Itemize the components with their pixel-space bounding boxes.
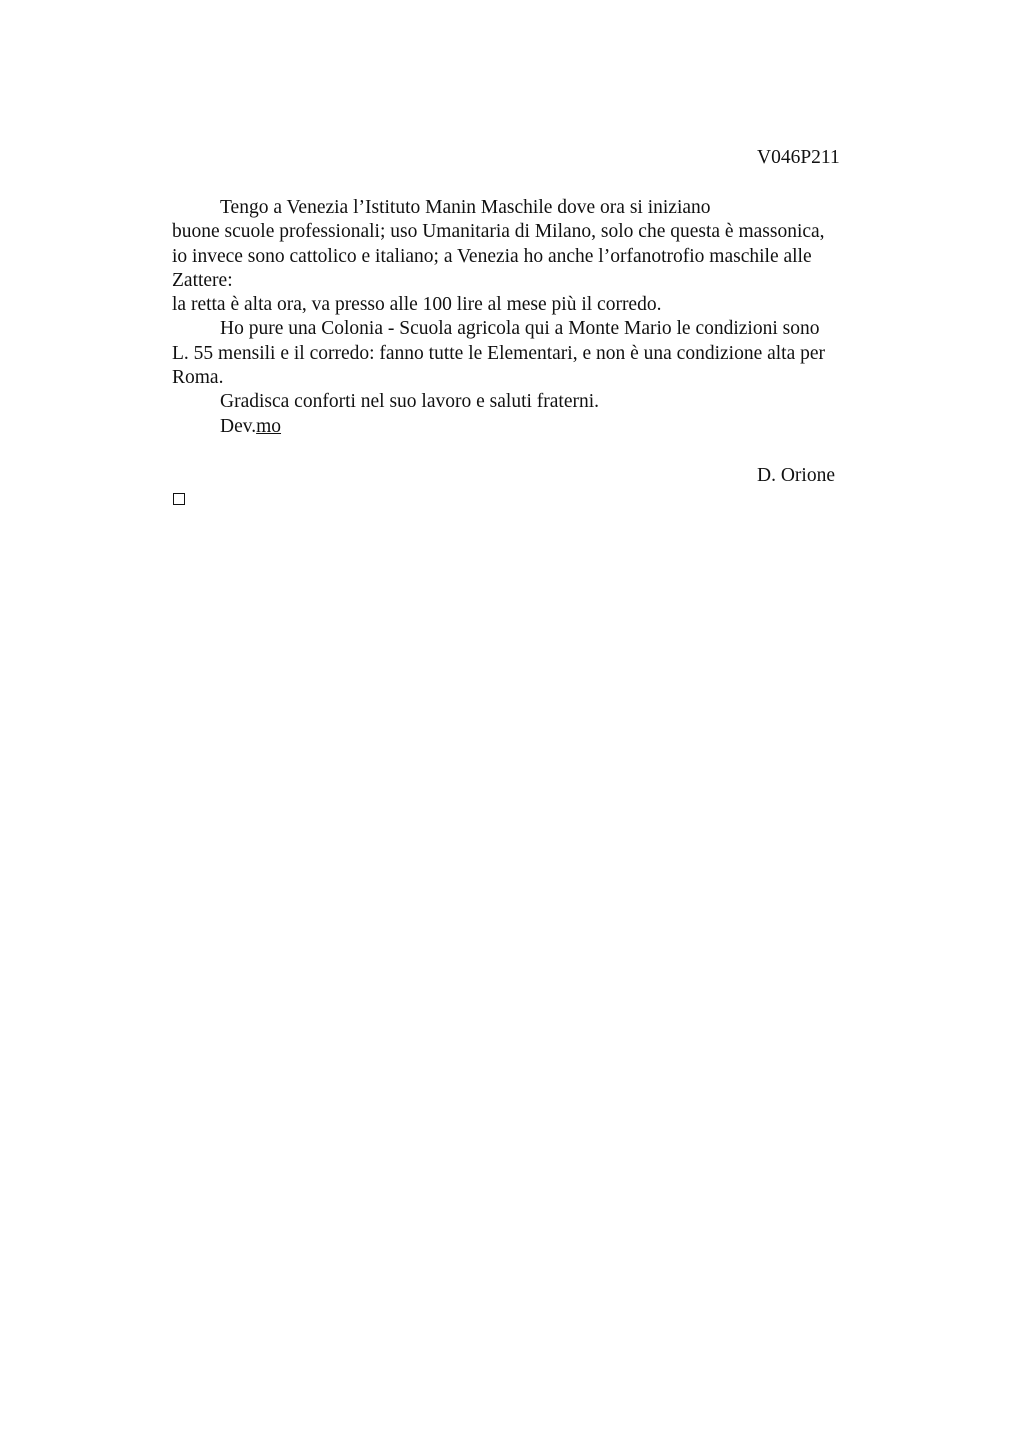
letter-body — [172, 196, 872, 439]
signature: D. Orione — [757, 465, 835, 486]
page-code: V046P211 — [757, 147, 840, 168]
letter-line: Tengo a Venezia l’Istituto Manin Maschile dove ora si iniziano — [220, 197, 711, 218]
closing-prefix: Dev. — [220, 415, 257, 437]
closing-line — [172, 415, 872, 439]
empty-square-icon — [173, 493, 185, 505]
closing-suffix: mo — [256, 415, 282, 437]
letter-line: io invece sono cattolico e italiano; a Venezia ho anche l’orfanotrofio maschile alle — [172, 245, 812, 267]
letter-line: Gradisca conforti nel suo lavoro e saluti fraterni. — [220, 391, 600, 413]
letter-line: L. 55 mensili e il corredo: fanno tutte le Elementari, e non è una condizione alta per — [172, 342, 826, 364]
letter-line: buone scuole professionali; uso Umanitaria di Milano, solo che questa è massonica, — [172, 221, 825, 243]
letter-line: Ho pure una Colonia - Scuola agricola qui a Monte Mario le condizioni sono — [220, 318, 820, 340]
letter-line: la retta è alta ora, va presso alle 100 lire al mese più il corredo. — [172, 294, 662, 316]
letter-line: Zattere: — [172, 269, 233, 291]
letter-line: Roma. — [172, 367, 224, 389]
